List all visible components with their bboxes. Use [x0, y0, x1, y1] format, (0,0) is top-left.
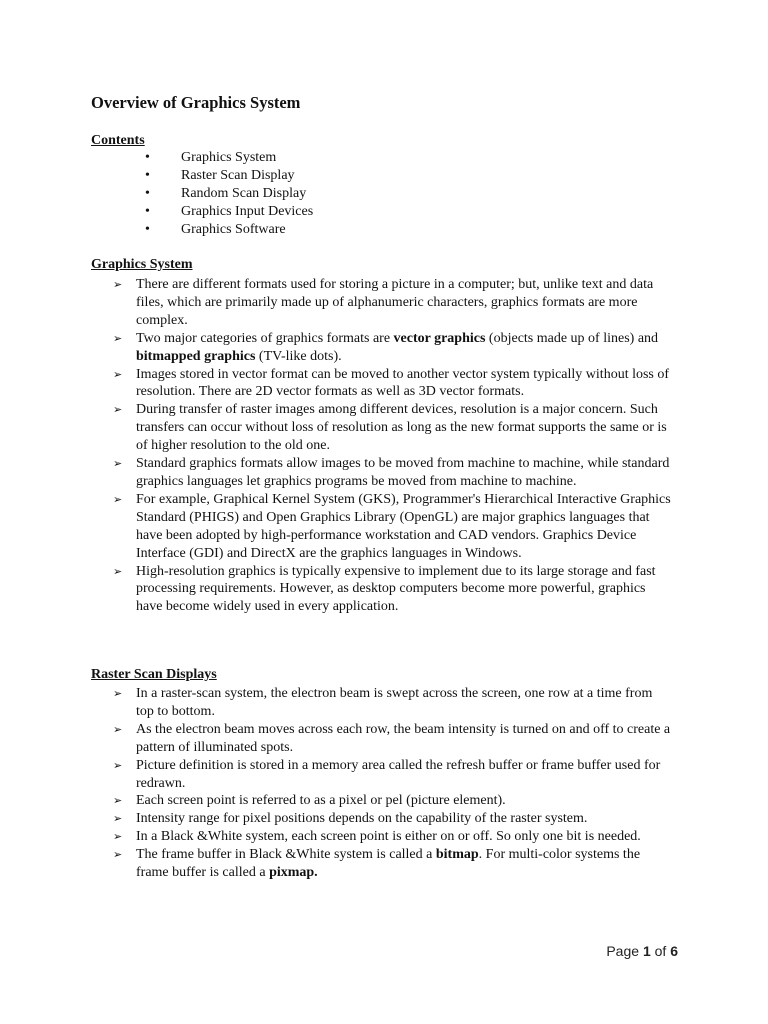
contents-item-label: Graphics Software: [181, 222, 286, 237]
arrow-bullet-icon: ➢: [113, 812, 123, 826]
list-item-text: Each screen point is referred to as a pixel or pel (picture element).: [136, 793, 506, 809]
bullet-icon: •: [145, 204, 150, 219]
list-item: [113, 330, 673, 366]
list-item-text: In a raster-scan system, the electron beam is swept across the screen, one row at a time from top to bottom.: [136, 686, 653, 719]
contents-heading: Contents: [91, 133, 145, 148]
page-of: of: [654, 943, 667, 959]
contents-item: [91, 203, 313, 221]
arrow-bullet-icon: ➢: [113, 848, 123, 862]
page-label: Page: [606, 943, 640, 959]
list-item-text: Standard graphics formats allow images to be moved from machine to machine, while standard graphics languages let graphics programs be moved from machine to machine.: [136, 456, 670, 489]
raster-scan-list: [113, 685, 673, 882]
list-item: [113, 563, 673, 617]
list-item: [113, 491, 673, 563]
contents-item: [91, 167, 313, 185]
bold-term: vector graphics: [393, 330, 486, 346]
list-item: [113, 757, 673, 793]
arrow-bullet-icon: ➢: [113, 278, 123, 291]
list-item-text: The frame buffer in Black &White system is called a bitmap. For multi-color systems the frame buffer is called a pixmap.: [136, 847, 641, 881]
bold-term: pixmap.: [269, 865, 318, 881]
arrow-bullet-icon: ➢: [113, 457, 123, 471]
bold-term: bitmapped graphics: [136, 348, 256, 364]
arrow-bullet-icon: ➢: [113, 367, 123, 381]
arrow-bullet-icon: ➢: [113, 794, 123, 808]
arrow-bullet-icon: ➢: [113, 758, 123, 772]
graphics-system-list: [113, 276, 673, 616]
list-item-text: High-resolution graphics is typically expensive to implement due to its large storage and fast processing requirements. However, as desktop computers become more powerful, graphics have become widely used in every application.: [136, 563, 656, 615]
contents-item-label: Graphics Input Devices: [181, 204, 314, 219]
contents-item: [91, 185, 313, 203]
list-item-text: There are different formats used for storing a picture in a computer; but, unlike text and data files, which are primarily made up of alphanumeric characters, graphics formats are more complex.: [136, 277, 654, 328]
list-item-text: As the electron beam moves across each row, the beam intensity is turned on and off to create a pattern of illuminated spots.: [136, 721, 671, 755]
list-item: [113, 792, 673, 810]
list-item-text: Two major categories of graphics formats are vector graphics (objects made up of lines) and bitmapped graphics (TV-like dots).: [136, 330, 659, 364]
list-item-text: Intensity range for pixel positions depends on the capability of the raster system.: [136, 811, 588, 827]
list-item: [113, 828, 673, 846]
arrow-bullet-icon: ➢: [113, 830, 123, 844]
list-item-text: For example, Graphical Kernel System (GKS), Programmer's Hierarchical Interactive Graphics Standard (PHIGS) and Open Graphics Library (OpenGL) are major graphics languages that have been adopted by high-performance workstation and CAD vendors. Graphics Device Interface (GDI) and DirectX are the graphics languages in Windows.: [136, 491, 671, 561]
bold-term: bitmap: [435, 847, 479, 863]
list-item-text: Images stored in vector format can be moved to another vector system typically without loss of resolution. There are 2D vector formats as well as 3D vector formats.: [136, 366, 670, 400]
arrow-bullet-icon: ➢: [113, 722, 123, 736]
contents-item-label: Raster Scan Display: [181, 168, 295, 183]
list-item-text: During transfer of raster images among different devices, resolution is a major concern. Such transfers can occur without loss of resolution as long as the new format supports the same or is of higher resolution to the old one.: [136, 402, 667, 454]
contents-item-label: Random Scan Display: [181, 186, 307, 201]
contents-item: [91, 149, 313, 167]
document-title: Overview of Graphics System: [91, 93, 301, 112]
list-item: [113, 685, 673, 721]
list-item: [113, 401, 673, 455]
contents-item-label: Graphics System: [181, 150, 277, 165]
list-item: [113, 276, 673, 330]
bullet-icon: •: [145, 168, 150, 183]
page-total: 6: [670, 943, 678, 959]
bullet-icon: •: [145, 150, 150, 165]
arrow-bullet-icon: ➢: [113, 564, 123, 578]
arrow-bullet-icon: ➢: [113, 403, 123, 417]
list-item-text: In a Black &White system, each screen point is either on or off. So only one bit is needed.: [136, 829, 641, 845]
arrow-bullet-icon: ➢: [113, 687, 123, 700]
arrow-bullet-icon: ➢: [113, 331, 123, 345]
contents-list: [91, 149, 313, 239]
page-number: [606, 943, 678, 959]
list-item: [113, 810, 673, 828]
bullet-icon: •: [145, 222, 150, 237]
contents-item: [91, 221, 313, 239]
list-item: [113, 846, 673, 882]
arrow-bullet-icon: ➢: [113, 492, 123, 506]
graphics-system-heading: Graphics System: [91, 257, 193, 272]
list-item: [113, 455, 673, 491]
list-item-text: Picture definition is stored in a memory area called the refresh buffer or frame buffer used for redrawn.: [136, 757, 661, 791]
bullet-icon: •: [145, 186, 150, 201]
page-current: 1: [642, 943, 651, 959]
list-item: [113, 721, 673, 757]
list-item: [113, 366, 673, 402]
raster-scan-heading: Raster Scan Displays: [91, 667, 217, 682]
